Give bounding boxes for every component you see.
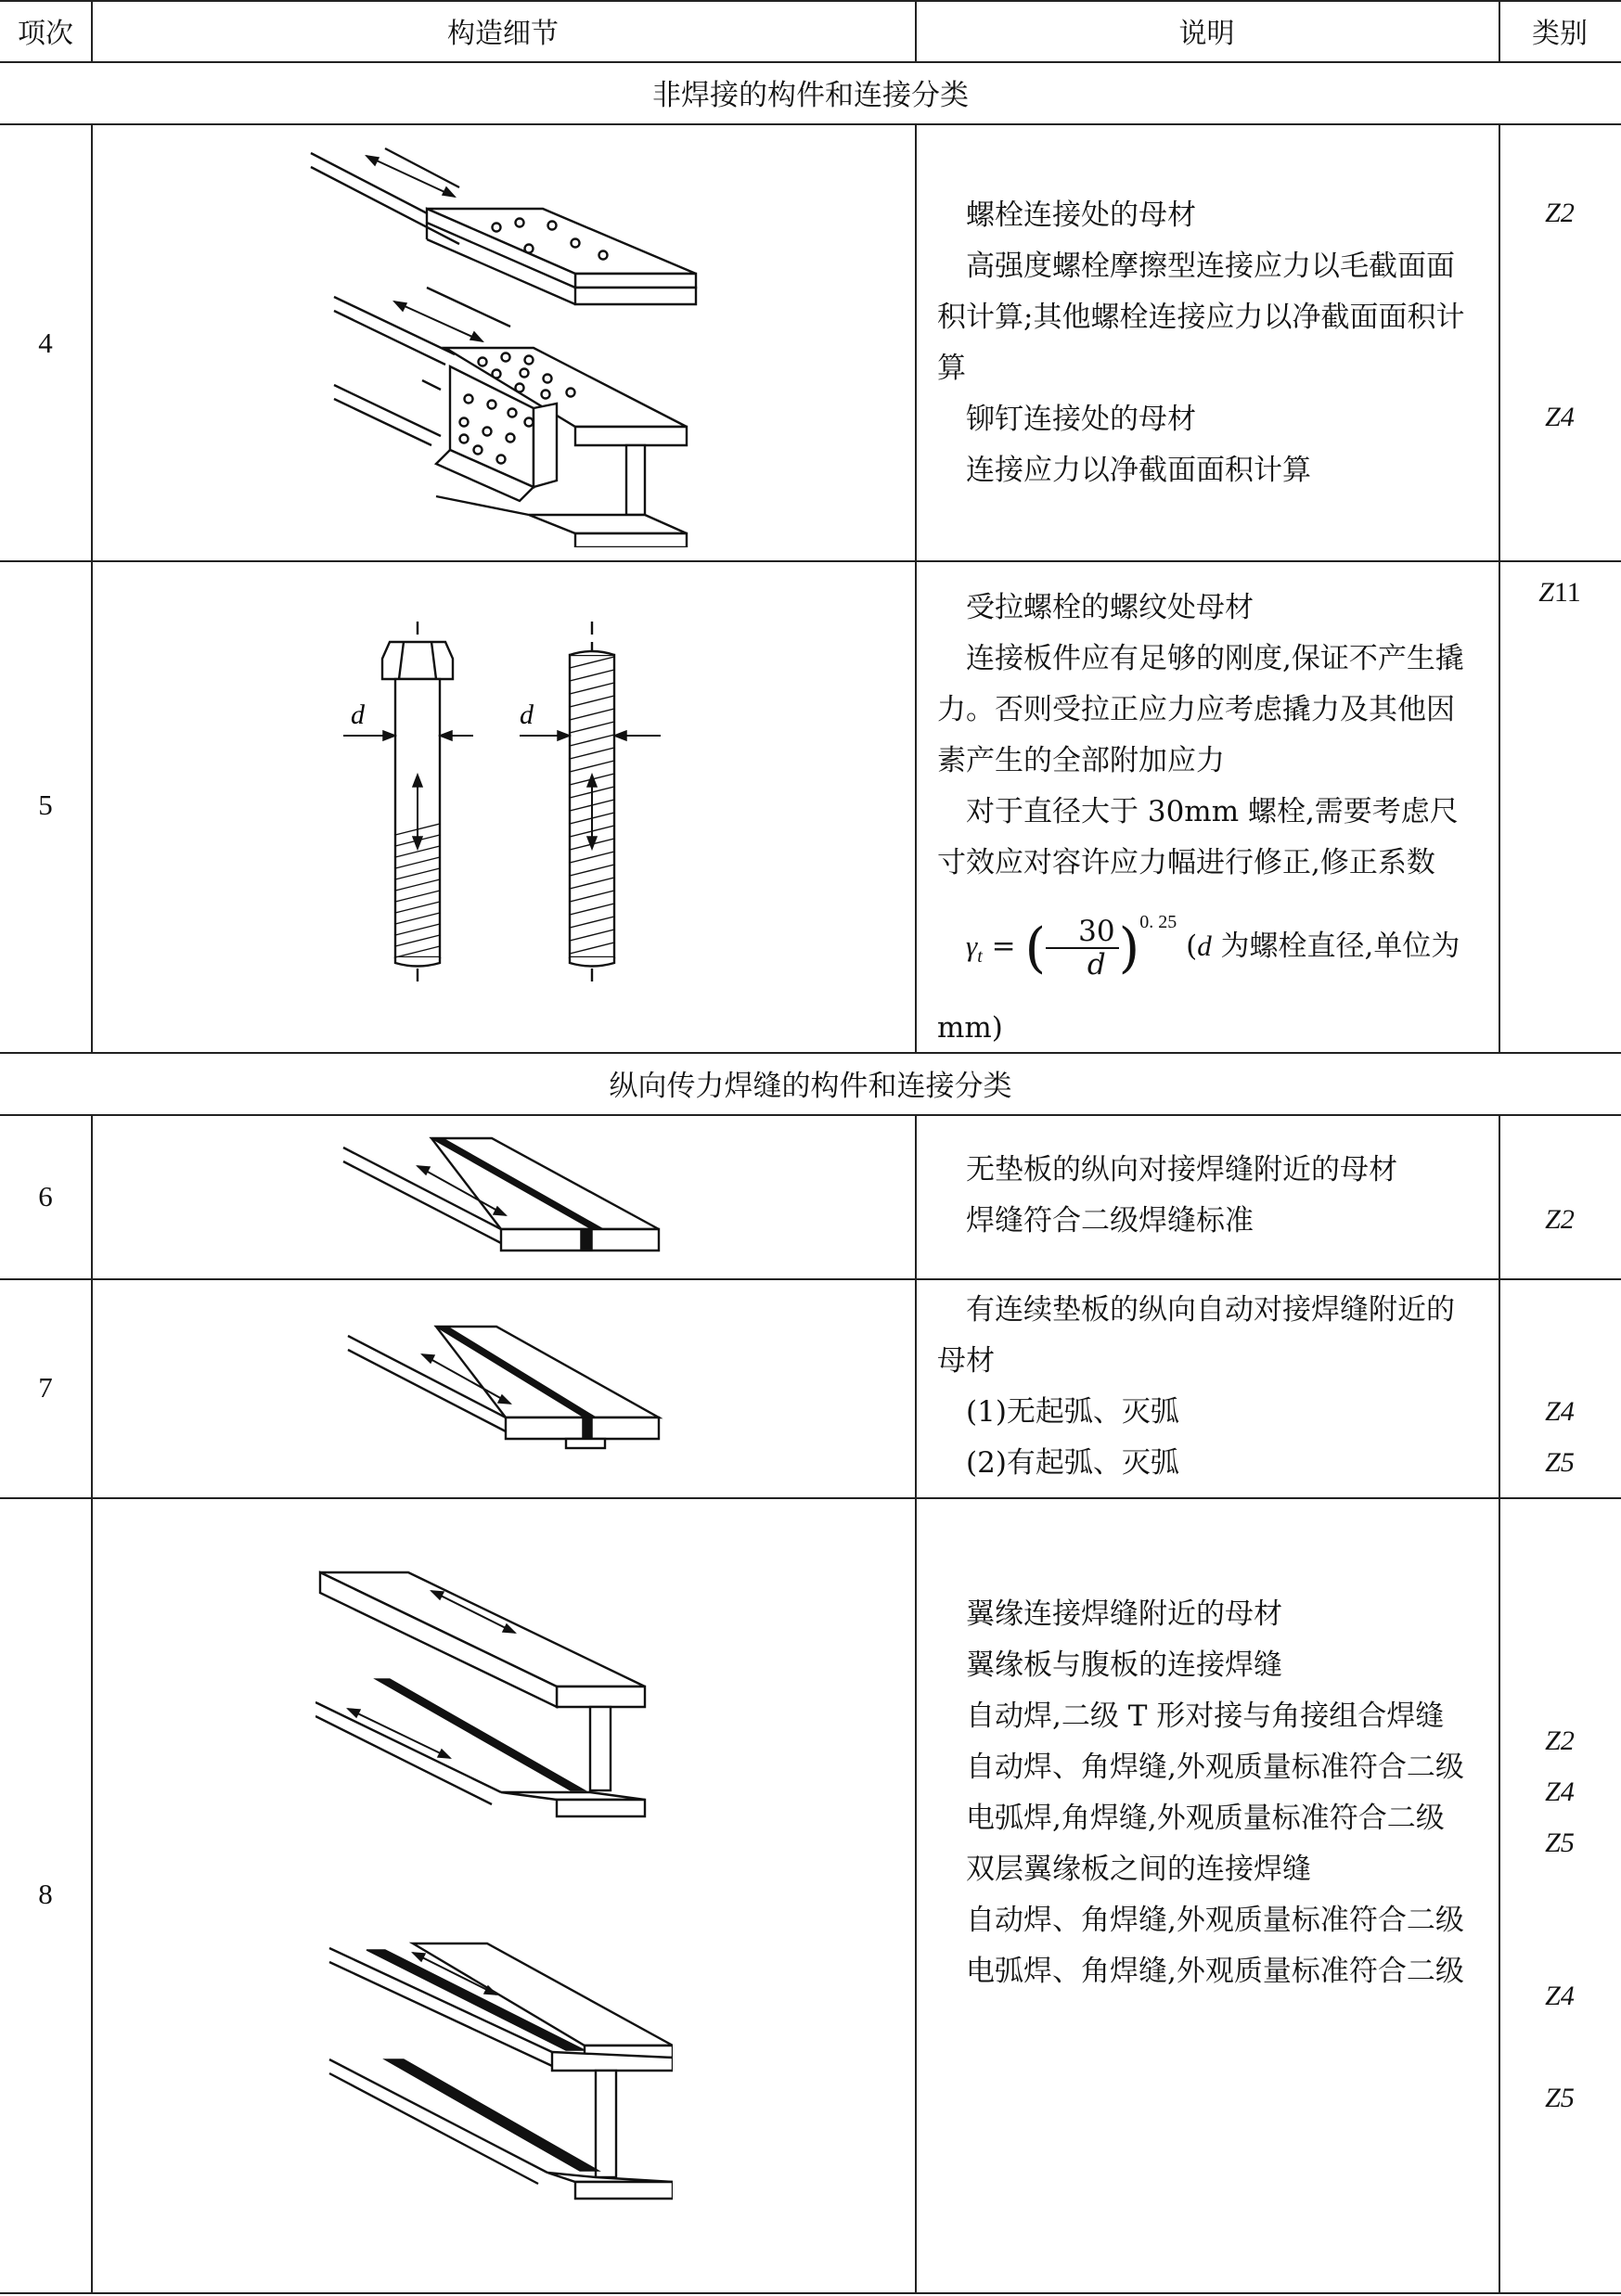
header-description: 说明 [1178, 18, 1235, 50]
column-divider [915, 1114, 917, 2294]
description-line: 焊缝符合二级焊缝标准 [966, 1204, 1254, 1238]
description-line: 双层翼缘板之间的连接焊缝 [966, 1853, 1311, 1886]
backing-strip-weld-drawing [343, 1322, 677, 1461]
bolted-connection-drawing [297, 130, 705, 547]
formula-numerator: 30 [1046, 916, 1118, 949]
description-line: 有连续垫板的纵向自动对接焊缝附近的母材 [937, 1293, 1455, 1378]
description-cell [937, 1589, 1475, 1997]
description-cell [937, 583, 1475, 1054]
header-item-no: 项次 [18, 18, 73, 50]
row-number: 8 [38, 1878, 53, 1910]
description-cell [937, 190, 1475, 496]
description-line: 自动焊、角焊缝,外观质量标准符合二级 [966, 1751, 1464, 1784]
description-line: 电弧焊、角焊缝,外观质量标准符合二级 [966, 1955, 1464, 1988]
diameter-label: d [351, 699, 365, 730]
double-flange-weld-drawing [320, 1939, 673, 2217]
formula-equals: = [991, 930, 1016, 963]
description-line: 无垫板的纵向对接焊缝附近的母材 [966, 1153, 1397, 1186]
formula-denominator: d [1087, 947, 1106, 981]
tension-bolt-drawing [334, 603, 687, 993]
description-line: 铆钉连接处的母材 [966, 403, 1196, 436]
category-label [1499, 577, 1621, 609]
category-label: Z5 [1545, 1447, 1575, 1478]
category-label: Z4 [1545, 1981, 1575, 2011]
column-divider [915, 123, 917, 1052]
category-label: Z2 [1545, 198, 1575, 228]
flange-web-weld-drawing [315, 1568, 659, 1828]
description-line: 连接板件应有足够的刚度,保证不产生撬力。否则受拉正应力应考虑撬力及其他因素产生的全部附加应力 [937, 642, 1464, 777]
description-line: 连接应力以净截面面积计算 [966, 454, 1311, 487]
formula-exponent: 0. 25 [1139, 912, 1177, 932]
description-line: 自动焊,二级 T 形对接与角接组合焊缝 [966, 1700, 1445, 1733]
row-divider [0, 123, 1621, 125]
section-title-longitudinal-weld: 纵向传力焊缝的构件和连接分类 [609, 1070, 1012, 1103]
formula-fraction [1046, 916, 1118, 981]
longitudinal-butt-weld-drawing [339, 1134, 673, 1263]
column-divider [1499, 1114, 1500, 2294]
table-border-bottom [0, 2292, 1621, 2294]
header-construction-detail: 构造细节 [447, 18, 559, 50]
category-label: Z4 [1545, 1396, 1575, 1427]
formula-note-text: 为螺栓直径,单位为 [1211, 930, 1460, 963]
column-divider [91, 1114, 93, 2294]
formula-note-open: ( [1186, 930, 1198, 963]
formula-subscript: t [977, 946, 983, 968]
category-label: Z5 [1545, 1828, 1575, 1858]
category-number: 11 [1553, 577, 1581, 608]
diameter-label: d [520, 699, 534, 730]
header-category: 类别 [1532, 18, 1588, 50]
description-line: 电弧焊,角焊缝,外观质量标准符合二级 [966, 1802, 1445, 1835]
row-number: 7 [38, 1371, 53, 1404]
column-divider [91, 123, 93, 1052]
description-line: 对于直径大于 30mm 螺栓,需要考虑尺寸效应对容许应力幅进行修正,修正系数 [937, 795, 1459, 879]
category-label: Z2 [1545, 1725, 1575, 1756]
size-correction-formula [937, 894, 1475, 984]
row-number: 6 [38, 1180, 53, 1212]
description-line: mm) [937, 1011, 1003, 1045]
description-line: 自动焊、角焊缝,外观质量标准符合二级 [966, 1904, 1464, 1937]
description-line: (1)无起弧、灭弧 [966, 1395, 1179, 1429]
category-label: Z2 [1545, 1204, 1575, 1235]
formula-paren: ) [1118, 916, 1140, 980]
description-line: (2)有起弧、灭弧 [966, 1446, 1179, 1480]
category-prefix: Z [1538, 577, 1554, 608]
category-label: Z4 [1545, 1777, 1575, 1807]
description-line: 受拉螺栓的螺纹处母材 [966, 591, 1254, 624]
category-label: Z4 [1545, 402, 1575, 432]
description-cell [937, 1145, 1475, 1247]
section-title-non-welded: 非焊接的构件和连接分类 [652, 79, 969, 112]
row-divider [0, 1497, 1621, 1499]
row-divider [0, 1114, 1621, 1116]
description-line: 翼缘板与腹板的连接焊缝 [966, 1648, 1282, 1682]
category-label: Z5 [1545, 2083, 1575, 2113]
row-number: 4 [38, 327, 53, 359]
description-line: 高强度螺栓摩擦型连接应力以毛截面面积计算;其他螺栓连接应力以净截面面积计算 [937, 250, 1465, 385]
row-number: 5 [38, 789, 53, 821]
description-line: 翼缘连接焊缝附近的母材 [966, 1597, 1282, 1631]
description-cell [937, 1285, 1475, 1489]
formula-note-variable: d [1197, 930, 1212, 962]
formula-gamma: γ [966, 930, 978, 962]
formula-paren: ( [1024, 916, 1047, 980]
description-line: 螺栓连接处的母材 [966, 199, 1196, 232]
row-divider [0, 1278, 1621, 1280]
row-divider [0, 560, 1621, 562]
